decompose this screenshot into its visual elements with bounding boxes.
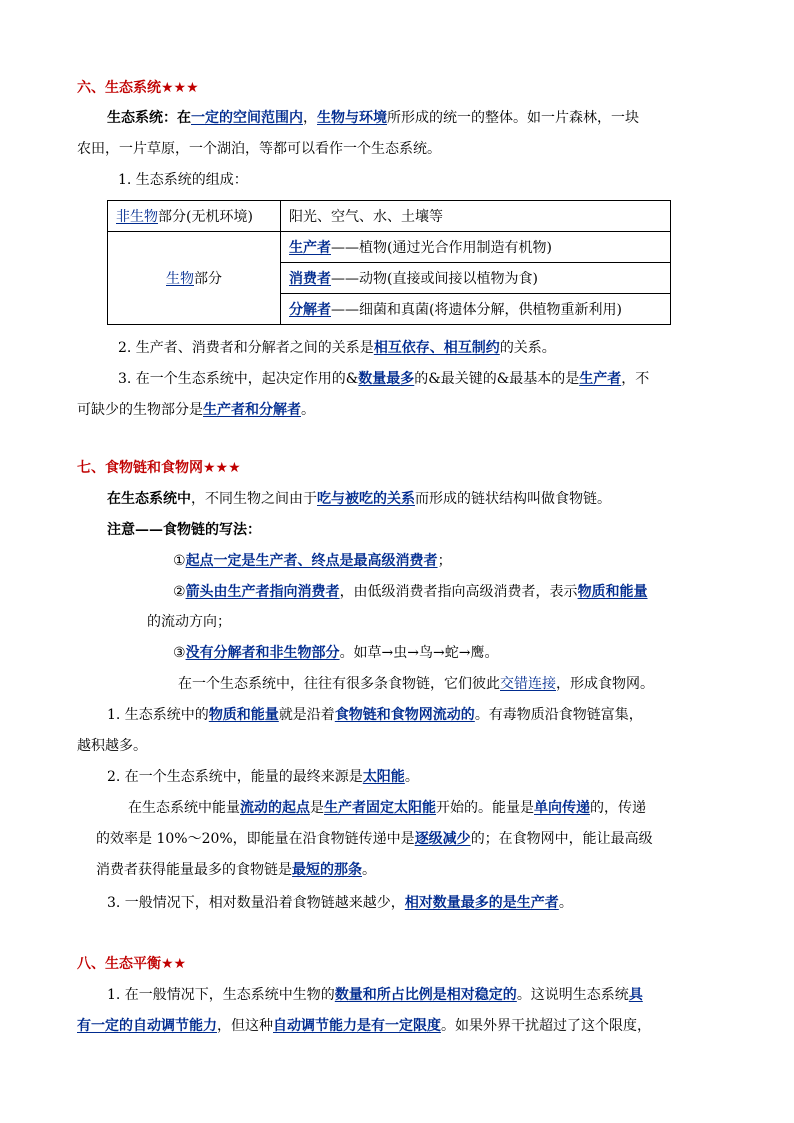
star-rating-icon: ★★ bbox=[161, 956, 187, 972]
text: 在一个生态系统中，往往有很多条食物链，它们彼此 bbox=[178, 676, 500, 692]
table-cell-nonbio bbox=[108, 201, 281, 232]
relative-quantity-line bbox=[107, 893, 573, 913]
energy-transfer-line2 bbox=[96, 829, 653, 849]
section-7-title: 七、食物链和食物网 bbox=[77, 460, 203, 476]
text: 2. 在一个生态系统中，能量的最终来源是 bbox=[107, 769, 363, 785]
star-rating-icon: ★★★ bbox=[203, 460, 241, 476]
section-8-heading bbox=[77, 954, 186, 974]
text: 。如草→虫→鸟→蛇→鹰。 bbox=[339, 645, 499, 661]
decisive-role-line2 bbox=[77, 400, 315, 420]
text: ，不同生物之间由于 bbox=[191, 491, 317, 507]
decomposer-desc: ——细菌和真菌(将遗体分解，供植物重新利用) bbox=[331, 302, 622, 318]
section-6-heading bbox=[77, 78, 199, 98]
most-producer-key: 相对数量最多的是生产者 bbox=[404, 895, 559, 911]
shortest-key: 最短的那条 bbox=[292, 862, 362, 878]
limit-key: 自动调节能力是有一定限度 bbox=[273, 1018, 441, 1034]
text: 而形成的链状结构叫做食物链。 bbox=[415, 491, 611, 507]
rule-2-continued: 的流动方向； bbox=[147, 614, 231, 630]
text: 1. 在一般情况下，生态系统中生物的 bbox=[107, 987, 335, 1003]
section-8-title: 八、生态平衡 bbox=[77, 956, 161, 972]
decisive-role-line1 bbox=[118, 369, 649, 389]
text: 。 bbox=[404, 769, 419, 785]
table-cell-bio bbox=[108, 232, 281, 325]
text: 的，传递 bbox=[590, 800, 646, 816]
producer-decomposer-key: 生产者和分解者 bbox=[203, 402, 301, 418]
consumer-key: 消费者 bbox=[289, 271, 331, 287]
one-way-key: 单向传递 bbox=[534, 800, 590, 816]
producer-sun-key: 生产者固定太阳能 bbox=[324, 800, 436, 816]
consumer-desc: ——动物(直接或间接以植物为食) bbox=[331, 271, 538, 287]
text: 。 bbox=[301, 402, 315, 418]
flow-key: 食物链和食物网流动的 bbox=[334, 707, 475, 723]
table-row bbox=[108, 201, 671, 232]
matter-energy-key: 物质和能量 bbox=[208, 707, 279, 723]
table-cell-nonbio-content: 阳光、空气、水、土壤等 bbox=[281, 201, 671, 232]
text: 就是沿着 bbox=[278, 707, 335, 723]
text: ② bbox=[173, 584, 186, 600]
text: 。这说明生态系统 bbox=[516, 987, 629, 1003]
text: 3. 在一个生态系统中，起决定作用的& bbox=[118, 371, 359, 387]
comma: ， bbox=[303, 110, 317, 126]
text: 在生态系统中能量 bbox=[128, 800, 240, 816]
most-numerous-key: 数量最多 bbox=[358, 371, 415, 387]
text: 可缺少的生物部分是 bbox=[77, 402, 203, 418]
nonbio-rest: 部分(无机环境) bbox=[158, 209, 253, 225]
definition-term: 生态系统：在 bbox=[107, 110, 191, 126]
text: 的效率是 10%～20%，即能量在沿食物链传递中是 bbox=[96, 831, 415, 847]
producer-key: 生产者 bbox=[579, 371, 622, 387]
interlinked-key: 交错连接 bbox=[500, 676, 556, 692]
producer-desc: ——植物(通过光合作用制造有机物) bbox=[331, 240, 552, 256]
ecosystem-definition-line1 bbox=[107, 108, 639, 128]
relationship-line bbox=[118, 338, 556, 358]
text: 消费者获得能量最多的食物链是 bbox=[96, 862, 292, 878]
definition-key-space: 一定的空间范围内 bbox=[191, 110, 303, 126]
rule-2-key: 箭头由生产者指向消费者 bbox=[185, 584, 340, 600]
start-key: 流动的起点 bbox=[240, 800, 310, 816]
rule-3-key: 没有分解者和非生物部分 bbox=[185, 645, 340, 661]
text: 。有毒物质沿食物链富集， bbox=[474, 707, 643, 723]
rule-3 bbox=[173, 643, 498, 663]
nonbio-key: 非生物 bbox=[116, 209, 158, 225]
text: 的关系。 bbox=[499, 340, 556, 356]
bio-key: 生物 bbox=[166, 271, 194, 287]
text: ，由低级消费者指向高级消费者，表示 bbox=[339, 584, 578, 600]
matter-energy-key: 物质和能量 bbox=[577, 584, 648, 600]
text: 。 bbox=[558, 895, 573, 911]
energy-source-line bbox=[107, 767, 419, 787]
table-cell-consumer bbox=[281, 263, 671, 294]
composition-table bbox=[107, 200, 671, 325]
eat-relation-key: 吃与被吃的关系 bbox=[317, 491, 415, 507]
rule-2 bbox=[173, 582, 648, 602]
ability-key: 有一定的自动调节能力 bbox=[77, 1018, 217, 1034]
text: ，形成食物网。 bbox=[556, 676, 654, 692]
definition-rest: 所形成的统一的整体。如一片森林，一块 bbox=[387, 110, 639, 126]
energy-flow-line1 bbox=[107, 705, 643, 725]
decreasing-key: 逐级减少 bbox=[414, 831, 471, 847]
food-chain-definition bbox=[107, 489, 611, 509]
producer-key: 生产者 bbox=[289, 240, 331, 256]
definition-key-bio-env: 生物与环境 bbox=[317, 110, 387, 126]
section-6-title: 六、生态系统 bbox=[77, 80, 161, 96]
table-cell-decomposer bbox=[281, 294, 671, 325]
rule-1 bbox=[173, 551, 452, 571]
text: ③ bbox=[173, 645, 186, 661]
food-web-line bbox=[178, 674, 654, 694]
text: 是 bbox=[310, 800, 324, 816]
text: ； bbox=[437, 553, 452, 569]
table-row bbox=[108, 232, 671, 263]
text: 在生态系统中 bbox=[107, 491, 191, 507]
balance-line2 bbox=[77, 1016, 651, 1036]
text: ，不 bbox=[621, 371, 650, 387]
text: 3. 一般情况下，相对数量沿着食物链越来越少， bbox=[107, 895, 405, 911]
table-cell-producer bbox=[281, 232, 671, 263]
ecosystem-definition-line2: 农田，一片草原，一个湖泊，等都可以看作一个生态系统。 bbox=[77, 141, 441, 157]
stable-key: 数量和所占比例是相对稳定的 bbox=[334, 987, 517, 1003]
text: ① bbox=[173, 553, 186, 569]
decomposer-key: 分解者 bbox=[289, 302, 331, 318]
text: 开始的。能量是 bbox=[436, 800, 534, 816]
section-7-heading bbox=[77, 458, 241, 478]
composition-heading: 1. 生态系统的组成： bbox=[118, 172, 248, 188]
energy-flow-line2: 越积越多。 bbox=[77, 738, 147, 754]
ability-key-start: 具 bbox=[628, 987, 643, 1003]
rule-1-key: 起点一定是生产者、终点是最高级消费者 bbox=[185, 553, 438, 569]
note-heading: 注意——食物链的写法： bbox=[107, 522, 261, 538]
text: 2. 生产者、消费者和分解者之间的关系是 bbox=[118, 340, 374, 356]
bio-rest: 部分 bbox=[194, 271, 222, 287]
energy-transfer-line1 bbox=[128, 798, 646, 818]
solar-energy-key: 太阳能 bbox=[362, 769, 405, 785]
text: 的&最关键的&最基本的是 bbox=[414, 371, 580, 387]
star-rating-icon: ★★★ bbox=[161, 80, 199, 96]
balance-line1 bbox=[107, 985, 643, 1005]
text: 。如果外界干扰超过了这个限度， bbox=[441, 1018, 651, 1034]
text: ，但这种 bbox=[217, 1018, 273, 1034]
energy-transfer-line3 bbox=[96, 860, 376, 880]
text: 1. 生态系统中的 bbox=[107, 707, 209, 723]
text: 。 bbox=[362, 862, 376, 878]
relationship-key: 相互依存、相互制约 bbox=[373, 340, 500, 356]
text: 的；在食物网中，能让最高级 bbox=[470, 831, 653, 847]
